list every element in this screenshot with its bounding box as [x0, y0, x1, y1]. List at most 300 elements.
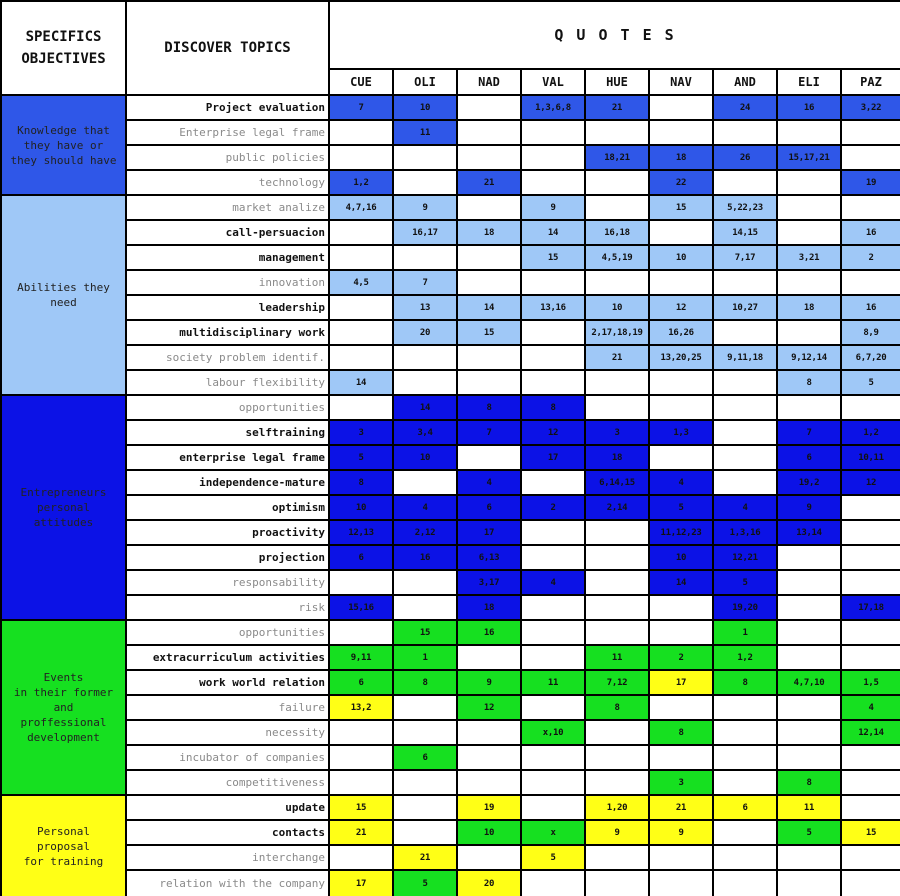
quote-cell-and: 26: [714, 146, 776, 169]
objective-group-5: Personal proposal for training: [2, 796, 125, 896]
quote-cell-paz: 4: [842, 696, 900, 719]
quote-cell-eli: 7: [778, 421, 840, 444]
topic-label: necessity: [127, 721, 328, 744]
quote-cell-oli: 14: [394, 396, 456, 419]
quote-cell-oli: 5: [394, 871, 456, 896]
objective-group-3: Entrepreneurs personal attitudes: [2, 396, 125, 619]
quote-cell-nad: 3,17: [458, 571, 520, 594]
quote-cell-and: 19,20: [714, 596, 776, 619]
quote-cell-paz: [842, 121, 900, 144]
quote-cell-val: 13,16: [522, 296, 584, 319]
quote-cell-eli: 3,21: [778, 246, 840, 269]
quote-cell-nav: 9: [650, 821, 712, 844]
quote-cell-hue: [586, 196, 648, 219]
quote-cell-val: [522, 621, 584, 644]
quote-cell-cue: [330, 121, 392, 144]
quote-cell-cue: 15: [330, 796, 392, 819]
topic-label: Enterprise legal frame: [127, 121, 328, 144]
quote-cell-paz: [842, 496, 900, 519]
quote-cell-nad: 8: [458, 396, 520, 419]
quote-cell-and: [714, 371, 776, 394]
quote-cell-oli: [394, 171, 456, 194]
quote-cell-nav: [650, 871, 712, 896]
quote-cell-eli: [778, 721, 840, 744]
quote-cell-val: [522, 696, 584, 719]
column-header-cue: CUE: [330, 70, 392, 94]
quote-cell-cue: [330, 746, 392, 769]
topic-label: projection: [127, 546, 328, 569]
quote-cell-val: [522, 371, 584, 394]
quote-cell-paz: 8,9: [842, 321, 900, 344]
quote-cell-nad: [458, 346, 520, 369]
topic-label: independence-mature: [127, 471, 328, 494]
quote-cell-hue: [586, 596, 648, 619]
quote-cell-cue: [330, 721, 392, 744]
quote-cell-nav: [650, 121, 712, 144]
quote-cell-cue: 13,2: [330, 696, 392, 719]
quote-cell-cue: [330, 221, 392, 244]
quote-cell-nav: 10: [650, 246, 712, 269]
column-header-and: AND: [714, 70, 776, 94]
quote-cell-hue: [586, 521, 648, 544]
quote-cell-and: 14,15: [714, 221, 776, 244]
topic-label: leadership: [127, 296, 328, 319]
quote-cell-paz: 15: [842, 821, 900, 844]
quote-cell-oli: [394, 471, 456, 494]
quote-cell-paz: 1,5: [842, 671, 900, 694]
quote-cell-paz: [842, 271, 900, 294]
quote-cell-val: [522, 121, 584, 144]
quote-cell-val: 8: [522, 396, 584, 419]
quote-cell-oli: 6: [394, 746, 456, 769]
quote-cell-and: [714, 821, 776, 844]
quote-cell-hue: 9: [586, 821, 648, 844]
quote-cell-and: [714, 871, 776, 896]
quote-cell-cue: 21: [330, 821, 392, 844]
quote-cell-nav: 13,20,25: [650, 346, 712, 369]
quote-cell-cue: 7: [330, 96, 392, 119]
quote-cell-val: [522, 146, 584, 169]
quote-cell-cue: [330, 321, 392, 344]
quote-cell-nav: [650, 846, 712, 869]
quote-cell-oli: [394, 796, 456, 819]
quote-cell-oli: 8: [394, 671, 456, 694]
quote-cell-val: [522, 796, 584, 819]
quote-cell-hue: 6,14,15: [586, 471, 648, 494]
quote-cell-nav: 15: [650, 196, 712, 219]
quote-cell-oli: 1: [394, 646, 456, 669]
quote-cell-paz: [842, 871, 900, 896]
quote-cell-eli: [778, 546, 840, 569]
quote-cell-eli: [778, 271, 840, 294]
quote-cell-nad: 6: [458, 496, 520, 519]
topic-label: risk: [127, 596, 328, 619]
quote-cell-val: x: [522, 821, 584, 844]
quote-cell-hue: 16,18: [586, 221, 648, 244]
quote-cell-nav: [650, 371, 712, 394]
quote-cell-nav: 18: [650, 146, 712, 169]
quote-cell-and: 1,2: [714, 646, 776, 669]
quote-cell-nav: 3: [650, 771, 712, 794]
quote-cell-nav: [650, 271, 712, 294]
quote-cell-cue: [330, 846, 392, 869]
quote-cell-nav: 12: [650, 296, 712, 319]
topic-label: selftraining: [127, 421, 328, 444]
quote-cell-val: [522, 171, 584, 194]
quote-cell-eli: [778, 696, 840, 719]
quote-cell-eli: 15,17,21: [778, 146, 840, 169]
quote-cell-eli: [778, 596, 840, 619]
quote-cell-paz: [842, 646, 900, 669]
quote-cell-cue: 5: [330, 446, 392, 469]
quote-cell-hue: [586, 871, 648, 896]
quote-cell-nad: [458, 271, 520, 294]
objective-group-1: Knowledge that they have or they should have: [2, 96, 125, 194]
quote-cell-nav: 14: [650, 571, 712, 594]
quote-cell-eli: [778, 121, 840, 144]
topic-label: public policies: [127, 146, 328, 169]
quote-cell-val: 15: [522, 246, 584, 269]
quote-cell-oli: 11: [394, 121, 456, 144]
quote-cell-paz: 19: [842, 171, 900, 194]
quote-cell-nav: 21: [650, 796, 712, 819]
quote-cell-val: [522, 871, 584, 896]
quote-cell-and: [714, 271, 776, 294]
quote-cell-and: 6: [714, 796, 776, 819]
quote-cell-oli: 20: [394, 321, 456, 344]
topic-label: call-persuacion: [127, 221, 328, 244]
quote-cell-oli: 13: [394, 296, 456, 319]
topic-label: competitiveness: [127, 771, 328, 794]
quote-cell-and: 24: [714, 96, 776, 119]
quote-cell-cue: [330, 346, 392, 369]
column-header-hue: HUE: [586, 70, 648, 94]
quote-cell-cue: [330, 621, 392, 644]
quote-cell-and: 5,22,23: [714, 196, 776, 219]
quote-cell-and: [714, 396, 776, 419]
topic-label: update: [127, 796, 328, 819]
quotes-header: Q U O T E S: [330, 2, 900, 68]
discover-topics-header: DISCOVER TOPICS: [127, 2, 328, 94]
quote-cell-val: [522, 521, 584, 544]
quote-cell-nad: [458, 96, 520, 119]
topic-label: responsability: [127, 571, 328, 594]
topic-label: failure: [127, 696, 328, 719]
quote-cell-hue: [586, 846, 648, 869]
quote-cell-and: 5: [714, 571, 776, 594]
quote-cell-cue: [330, 296, 392, 319]
quote-cell-paz: [842, 796, 900, 819]
quote-cell-oli: 7: [394, 271, 456, 294]
quote-cell-nad: 18: [458, 596, 520, 619]
quote-cell-and: [714, 721, 776, 744]
quote-cell-hue: 8: [586, 696, 648, 719]
quote-cell-cue: [330, 571, 392, 594]
quote-cell-and: [714, 446, 776, 469]
quote-cell-cue: 14: [330, 371, 392, 394]
quote-cell-eli: [778, 646, 840, 669]
quote-cell-nad: 19: [458, 796, 520, 819]
quote-cell-cue: 6: [330, 546, 392, 569]
quote-cell-nav: 8: [650, 721, 712, 744]
quote-cell-oli: 10: [394, 96, 456, 119]
quote-cell-hue: 4,5,19: [586, 246, 648, 269]
quote-cell-hue: [586, 396, 648, 419]
quote-cell-nad: 6,13: [458, 546, 520, 569]
quote-cell-cue: 4,5: [330, 271, 392, 294]
quote-cell-nav: 17: [650, 671, 712, 694]
quote-cell-val: 5: [522, 846, 584, 869]
quote-cell-val: [522, 471, 584, 494]
topic-label: multidisciplinary work: [127, 321, 328, 344]
quote-cell-nav: 2: [650, 646, 712, 669]
quote-cell-hue: [586, 171, 648, 194]
quote-cell-hue: [586, 621, 648, 644]
topic-label: enterprise legal frame: [127, 446, 328, 469]
quote-cell-eli: [778, 321, 840, 344]
quote-cell-eli: [778, 171, 840, 194]
quote-cell-eli: [778, 571, 840, 594]
column-header-val: VAL: [522, 70, 584, 94]
quote-cell-oli: [394, 346, 456, 369]
quote-cell-nad: [458, 446, 520, 469]
quote-cell-nad: 14: [458, 296, 520, 319]
quote-cell-cue: [330, 246, 392, 269]
quote-cell-oli: [394, 571, 456, 594]
quote-cell-oli: [394, 146, 456, 169]
quote-cell-hue: [586, 771, 648, 794]
topic-label: contacts: [127, 821, 328, 844]
quote-cell-val: [522, 546, 584, 569]
quote-cell-paz: [842, 846, 900, 869]
quote-cell-val: [522, 646, 584, 669]
quote-cell-hue: [586, 371, 648, 394]
quote-cell-oli: 3,4: [394, 421, 456, 444]
quote-cell-nad: 15: [458, 321, 520, 344]
quote-cell-hue: 1,20: [586, 796, 648, 819]
quote-cell-oli: 4: [394, 496, 456, 519]
quote-cell-and: [714, 421, 776, 444]
quote-cell-nad: 10: [458, 821, 520, 844]
quote-cell-paz: [842, 196, 900, 219]
quote-cell-and: 10,27: [714, 296, 776, 319]
quote-cell-cue: [330, 146, 392, 169]
topic-label: innovation: [127, 271, 328, 294]
quote-cell-and: [714, 171, 776, 194]
quote-cell-nad: [458, 371, 520, 394]
quote-cell-oli: 21: [394, 846, 456, 869]
quote-cell-paz: 10,11: [842, 446, 900, 469]
quote-cell-nav: 10: [650, 546, 712, 569]
quote-cell-cue: 4,7,16: [330, 196, 392, 219]
quote-cell-oli: [394, 721, 456, 744]
quote-cell-paz: 2: [842, 246, 900, 269]
quote-cell-hue: [586, 571, 648, 594]
quote-cell-cue: 12,13: [330, 521, 392, 544]
quote-cell-val: 4: [522, 571, 584, 594]
quote-cell-and: 7,17: [714, 246, 776, 269]
quote-cell-nad: 20: [458, 871, 520, 896]
quote-cell-hue: 3: [586, 421, 648, 444]
quote-cell-oli: 16,17: [394, 221, 456, 244]
quote-cell-hue: 10: [586, 296, 648, 319]
quote-cell-nad: [458, 846, 520, 869]
quote-cell-val: [522, 771, 584, 794]
quote-cell-paz: 5: [842, 371, 900, 394]
quote-cell-paz: 16: [842, 296, 900, 319]
quote-cell-cue: 3: [330, 421, 392, 444]
quote-cell-nad: [458, 146, 520, 169]
quote-cell-eli: 9,12,14: [778, 346, 840, 369]
quote-cell-val: [522, 321, 584, 344]
quote-cell-eli: 19,2: [778, 471, 840, 494]
quote-cell-and: [714, 471, 776, 494]
quote-cell-hue: 11: [586, 646, 648, 669]
quote-cell-nav: [650, 96, 712, 119]
quote-cell-eli: [778, 196, 840, 219]
topic-label: management: [127, 246, 328, 269]
quote-cell-nad: [458, 646, 520, 669]
quote-cell-nad: 18: [458, 221, 520, 244]
quote-cell-and: 1: [714, 621, 776, 644]
quote-cell-eli: [778, 871, 840, 896]
quote-cell-hue: [586, 546, 648, 569]
quote-cell-hue: [586, 121, 648, 144]
quote-cell-and: 12,21: [714, 546, 776, 569]
quote-cell-paz: 1,2: [842, 421, 900, 444]
objective-group-2: Abilities they need: [2, 196, 125, 394]
quote-cell-oli: 2,12: [394, 521, 456, 544]
topic-label: Project evaluation: [127, 96, 328, 119]
quote-cell-eli: 8: [778, 371, 840, 394]
quote-cell-eli: 8: [778, 771, 840, 794]
quote-cell-val: 11: [522, 671, 584, 694]
quote-cell-nad: [458, 196, 520, 219]
quote-cell-oli: 10: [394, 446, 456, 469]
quote-cell-hue: [586, 271, 648, 294]
quote-cell-eli: 9: [778, 496, 840, 519]
quote-cell-nad: 21: [458, 171, 520, 194]
quote-cell-and: [714, 321, 776, 344]
quote-cell-nad: 12: [458, 696, 520, 719]
quote-cell-paz: 16: [842, 221, 900, 244]
topic-label: market analize: [127, 196, 328, 219]
quote-cell-paz: 6,7,20: [842, 346, 900, 369]
quote-cell-nav: [650, 396, 712, 419]
quote-cell-paz: [842, 571, 900, 594]
quote-cell-nav: 5: [650, 496, 712, 519]
quote-cell-paz: [842, 146, 900, 169]
topic-label: incubator of companies: [127, 746, 328, 769]
quote-cell-oli: 16: [394, 546, 456, 569]
quote-cell-hue: 7,12: [586, 671, 648, 694]
topic-label: opportunities: [127, 396, 328, 419]
quote-cell-nad: 16: [458, 621, 520, 644]
quote-cell-eli: 6: [778, 446, 840, 469]
quote-cell-paz: [842, 546, 900, 569]
quote-cell-nad: 9: [458, 671, 520, 694]
quote-cell-val: 14: [522, 221, 584, 244]
quote-cell-eli: 4,7,10: [778, 671, 840, 694]
topic-label: extracurriculum activities: [127, 646, 328, 669]
quote-cell-val: [522, 746, 584, 769]
quote-cell-nad: 4: [458, 471, 520, 494]
quote-cell-nad: [458, 746, 520, 769]
quote-cell-cue: 9,11: [330, 646, 392, 669]
quote-cell-hue: 21: [586, 96, 648, 119]
quote-cell-paz: [842, 771, 900, 794]
quote-cell-nad: 7: [458, 421, 520, 444]
topic-label: technology: [127, 171, 328, 194]
quote-cell-and: [714, 696, 776, 719]
quote-cell-hue: 21: [586, 346, 648, 369]
quote-cell-oli: [394, 771, 456, 794]
quote-cell-nav: 16,26: [650, 321, 712, 344]
quote-cell-val: [522, 346, 584, 369]
column-header-nad: NAD: [458, 70, 520, 94]
quote-cell-nad: [458, 121, 520, 144]
quote-cell-val: 9: [522, 196, 584, 219]
quote-cell-nad: [458, 771, 520, 794]
quote-cell-and: [714, 746, 776, 769]
quote-cell-eli: [778, 746, 840, 769]
quote-cell-nad: [458, 246, 520, 269]
quote-cell-and: [714, 846, 776, 869]
quote-cell-nad: 17: [458, 521, 520, 544]
quote-cell-hue: 2,14: [586, 496, 648, 519]
quote-cell-val: 1,3,6,8: [522, 96, 584, 119]
quote-cell-cue: 8: [330, 471, 392, 494]
quote-cell-cue: 1,2: [330, 171, 392, 194]
column-header-oli: OLI: [394, 70, 456, 94]
quote-cell-hue: 18: [586, 446, 648, 469]
quote-cell-eli: [778, 221, 840, 244]
quote-cell-oli: 9: [394, 196, 456, 219]
quote-cell-cue: 6: [330, 671, 392, 694]
topic-label: society problem identif.: [127, 346, 328, 369]
topic-label: relation with the company: [127, 871, 328, 896]
quote-cell-nav: [650, 446, 712, 469]
topic-label: work world relation: [127, 671, 328, 694]
column-header-eli: ELI: [778, 70, 840, 94]
column-header-nav: NAV: [650, 70, 712, 94]
quote-cell-paz: [842, 396, 900, 419]
quote-cell-eli: 16: [778, 96, 840, 119]
topic-label: opportunities: [127, 621, 328, 644]
quote-cell-nav: 1,3: [650, 421, 712, 444]
column-header-paz: PAZ: [842, 70, 900, 94]
quote-cell-nad: [458, 721, 520, 744]
topic-label: labour flexibility: [127, 371, 328, 394]
quote-cell-and: [714, 771, 776, 794]
quote-cell-paz: [842, 521, 900, 544]
specifics-objectives-header: SPECIFICS OBJECTIVES: [2, 2, 125, 94]
topic-label: proactivity: [127, 521, 328, 544]
quote-cell-and: 9,11,18: [714, 346, 776, 369]
objective-group-4: Events in their former and proffessional development: [2, 621, 125, 794]
quote-cell-cue: [330, 771, 392, 794]
quote-cell-paz: 12,14: [842, 721, 900, 744]
quote-cell-eli: 18: [778, 296, 840, 319]
quote-cell-cue: 17: [330, 871, 392, 896]
quote-cell-oli: 15: [394, 621, 456, 644]
quote-cell-eli: 5: [778, 821, 840, 844]
quote-cell-and: 8: [714, 671, 776, 694]
quote-cell-val: 17: [522, 446, 584, 469]
quote-cell-hue: 2,17,18,19: [586, 321, 648, 344]
quote-cell-eli: [778, 396, 840, 419]
quote-cell-paz: [842, 746, 900, 769]
